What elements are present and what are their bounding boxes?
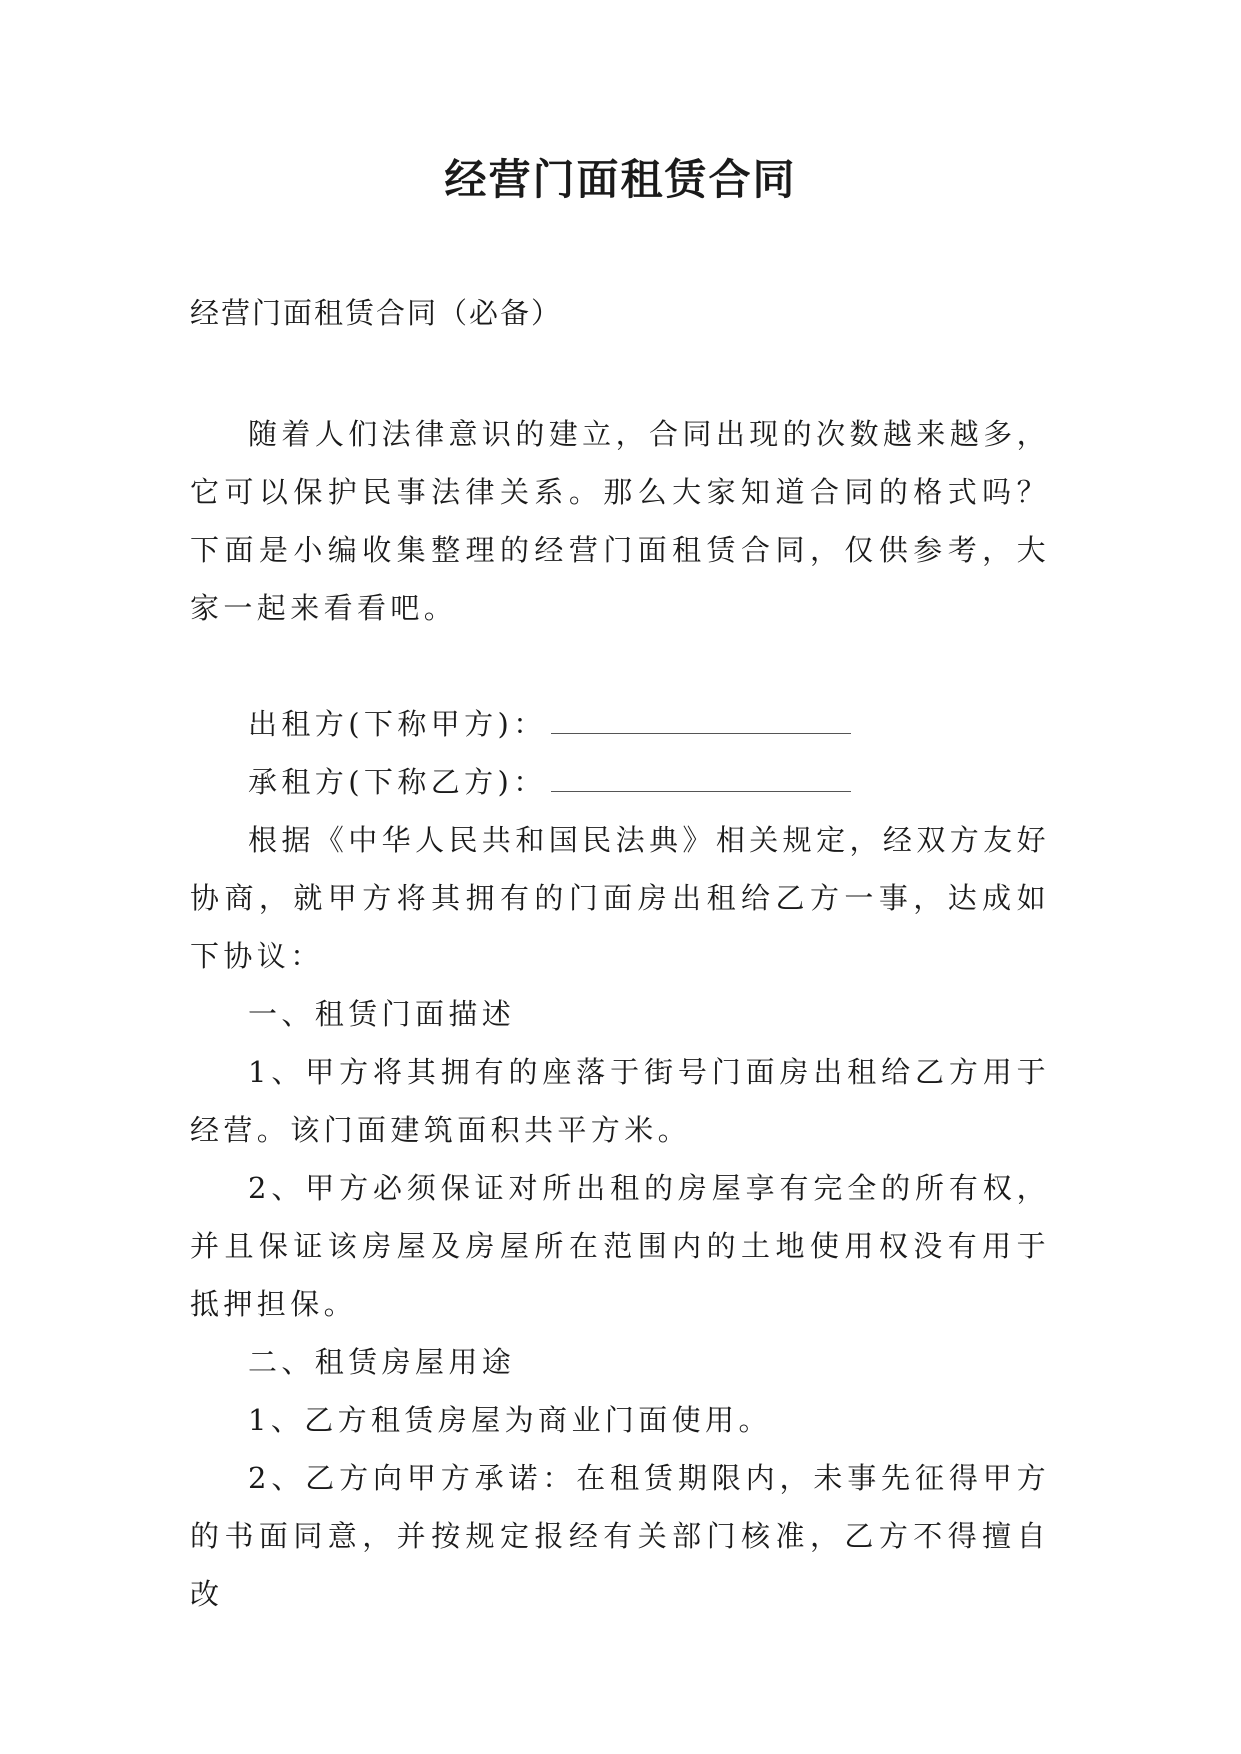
paragraph-spacer bbox=[190, 637, 1050, 695]
section2-item1: 1、乙方租赁房屋为商业门面使用。 bbox=[248, 1403, 772, 1437]
document-body bbox=[190, 405, 1050, 1623]
lessor-blank-field[interactable] bbox=[551, 711, 851, 734]
section1-item1: 1、甲方将其拥有的座落于街号门面房出租给乙方用于经营。该门面建筑面积共平方米。 bbox=[190, 1055, 1050, 1147]
lessor-line bbox=[190, 695, 1050, 753]
section1-item2: 2、甲方必须保证对所出租的房屋享有完全的所有权，并且保证该房屋及房屋所在范围内的土地使用权没有用于抵押担保。 bbox=[190, 1171, 1050, 1321]
intro-paragraph: 随着人们法律意识的建立，合同出现的次数越来越多，它可以保护民事法律关系。那么大家知道合同的格式吗？下面是小编收集整理的经营门面租赁合同，仅供参考，大家一起来看看吧。 bbox=[190, 417, 1050, 625]
lessor-label: 出租方(下称甲方)： bbox=[248, 707, 547, 741]
document-title: 经营门面租赁合同 bbox=[444, 155, 797, 204]
lessee-line bbox=[190, 753, 1050, 811]
section1-heading: 一、租赁门面描述 bbox=[248, 997, 516, 1031]
section2-heading: 二、租赁房屋用途 bbox=[248, 1345, 516, 1379]
lessee-label: 承租方(下称乙方)： bbox=[248, 765, 547, 799]
section2-item2: 2、乙方向甲方承诺：在租赁期限内，未事先征得甲方的书面同意，并按规定报经有关部门核准，乙方不得擅自改 bbox=[190, 1461, 1050, 1611]
preamble-paragraph: 根据《中华人民共和国民法典》相关规定，经双方友好协商，就甲方将其拥有的门面房出租给乙方一事，达成如下协议： bbox=[190, 823, 1050, 973]
document-subtitle: 经营门面租赁合同（必备） bbox=[190, 296, 563, 330]
lessee-blank-field[interactable] bbox=[551, 769, 851, 792]
